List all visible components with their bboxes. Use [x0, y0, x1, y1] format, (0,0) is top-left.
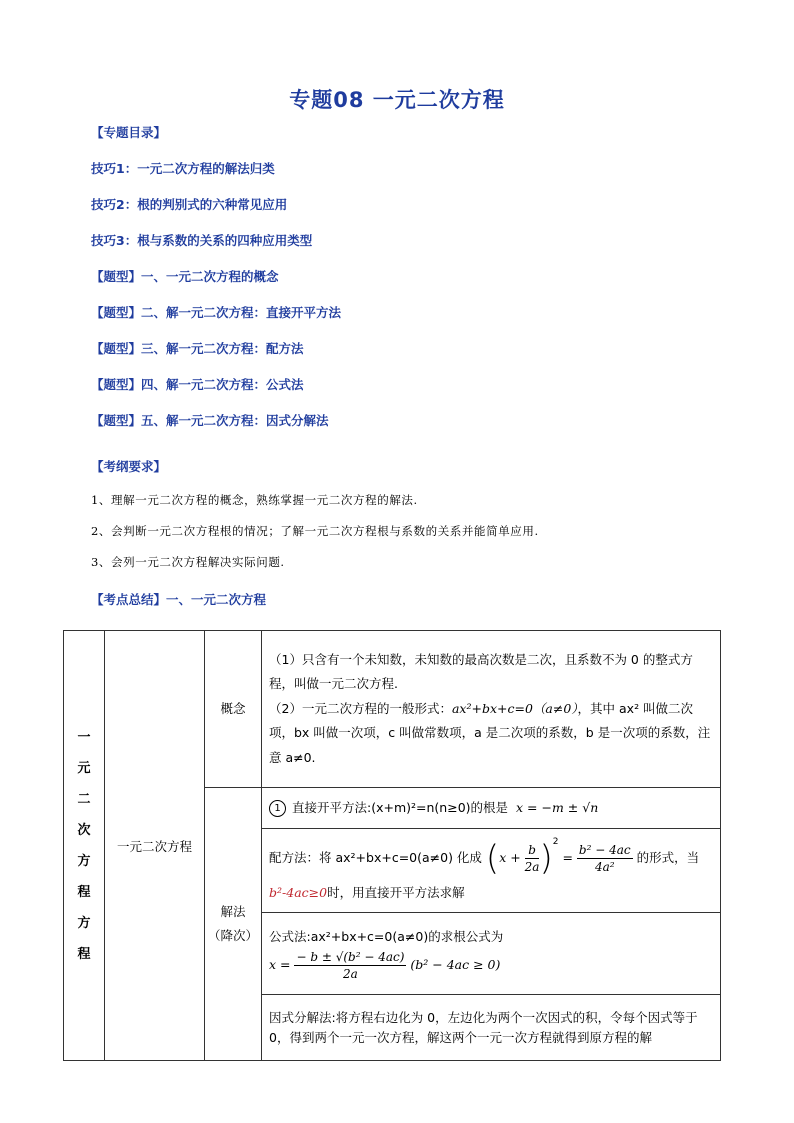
toc-header: 【专题目录】: [91, 125, 167, 140]
requirements-header: 【考纲要求】: [91, 459, 167, 474]
method-formula: 公式法:ax²+bx+c=0(a≠0)的求根公式为 x = $\frac{\text{− b ± √(b² − 4ac)}}{2a}$ (b² − 4ac ≥ 0): [262, 913, 721, 995]
concept-p2: （2）一元二次方程的一般形式：ax²+bx+c=0（a≠0），其中 ax² 叫做二次项，bx 叫做一次项，c 叫做常数项，a 是二次项的系数，b 是一次项的系数，注意 a≠0.: [269, 700, 711, 765]
toc-item: 技巧2：根的判别式的六种常见应用: [91, 197, 288, 212]
toc-item: 【题型】一、一元二次方程的概念: [91, 269, 279, 284]
toc-item: 【题型】五、解一元二次方程：因式分解法: [91, 413, 329, 428]
toc-item: 技巧3：根与系数的关系的四种应用类型: [91, 233, 313, 248]
toc-item: 技巧1：一元二次方程的解法归类: [91, 161, 275, 176]
discriminant-condition: b²-4ac≥0: [269, 884, 328, 900]
requirement-item: 3、会列一元二次方程解决实际问题.: [91, 555, 285, 569]
method-direct: 1 直接开平方法:(x+m)²=n(n≥0)的根是 x = −m ± √n: [262, 788, 721, 829]
concept-label: 概念: [205, 631, 262, 788]
category-cell: 一元二次方程: [105, 631, 205, 1061]
summary-table: [63, 630, 721, 1061]
method-label: 解法 （降次）: [205, 788, 262, 1061]
summary-header: 【考点总结】一、一元二次方程: [91, 592, 267, 607]
circled-number-icon: 1: [269, 800, 286, 817]
toc-item: 【题型】四、解一元二次方程：公式法: [91, 377, 304, 392]
direct-root-formula: x = −m ± √n: [516, 799, 599, 815]
concept-p1: （1）只含有一个未知数，未知数的最高次数是二次，且系数不为 0 的整式方程，叫做一元二次方程.: [269, 651, 693, 692]
requirement-item: 2、会判断一元二次方程根的情况；了解一元二次方程根与系数的关系并能简单应用.: [91, 524, 539, 538]
vertical-label: 一 元 二 次 方 程 方 程: [64, 631, 105, 1061]
method-factoring: 因式分解法:将方程右边化为 0，左边化为两个一次因式的积，令每个因式等于 0，得到两个一元一次方程，解这两个一元一次方程就得到原方程的解: [262, 995, 721, 1061]
page-title: 专题08 一元二次方程: [289, 88, 505, 112]
requirement-item: 1、理解一元二次方程的概念，熟练掌握一元二次方程的解法.: [91, 493, 418, 507]
method-completing-square: 配方法：将 ax²+bx+c=0(a≠0) 化成 (x + $\frac{b}{2a}$ )$^2$ = $\frac{\text{b² − 4ac}}{\text{4a²}}$ 的形式，当 b²-4ac≥0时，用直接开平方法求解: [262, 829, 721, 913]
concept-cell: [262, 631, 721, 788]
toc-item: 【题型】三、解一元二次方程：配方法: [91, 341, 304, 356]
toc-item: 【题型】二、解一元二次方程：直接开平方法: [91, 305, 342, 320]
